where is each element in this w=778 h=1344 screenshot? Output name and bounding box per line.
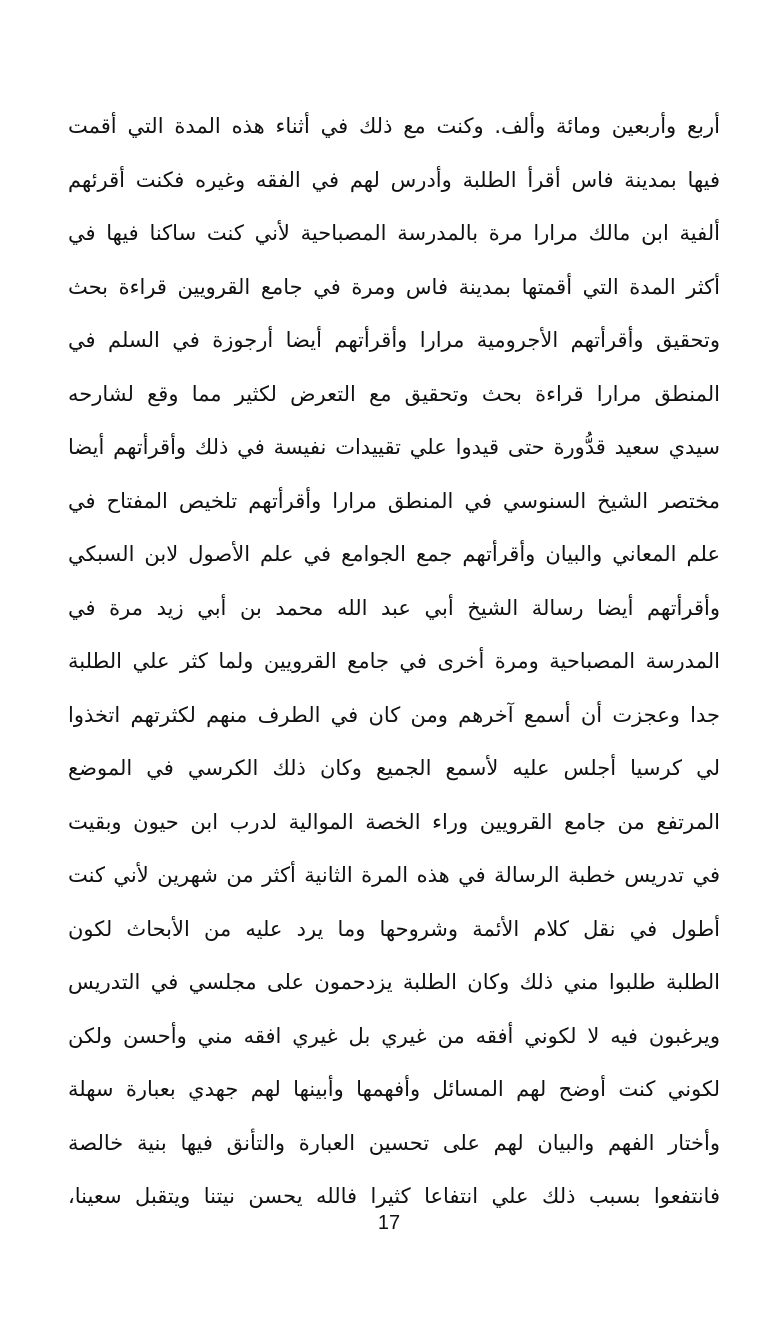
text-line: في تدريس خطبة الرسالة في هذه المرة الثانية أكثر من شهرين لأني كنت (68, 863, 720, 887)
text-line: سيدي سعيد قدُّورة حتى قيدوا علي تقييدات نفيسة في ذلك وأقرأتهم أيضا (68, 435, 720, 459)
text-line: وأختار الفهم والبيان لهم على تحسين العبارة والتأنق فيها بنية خالصة (68, 1130, 720, 1155)
text-line: لي كرسيا أجلس عليه لأسمع الجميع وكان ذلك الكرسي في الموضع (68, 756, 720, 780)
text-line: المدرسة المصباحية ومرة أخرى في جامع القرويين ولما كثر علي الطلبة (68, 649, 720, 673)
text-line: وأقرأتهم أيضا رسالة الشيخ أبي عبد الله محمد بن أبي زيد مرة في (68, 595, 720, 620)
text-line: جدا وعجزت أن أسمع آخرهم ومن كان في الطرف منهم لكثرتهم اتخذوا (68, 702, 720, 727)
text-line: أربع وأربعين ومائة وألف. وكنت مع ذلك في أثناء هذه المدة التي أقمت (68, 114, 720, 138)
text-line: المرتفع من جامع القرويين وراء الخصة الموالية لدرب ابن حيون وبقيت (68, 809, 720, 834)
text-line: لكوني كنت أوضح لهم المسائل وأفهمها وأبينها لهم جهدي بعبارة سهلة (68, 1077, 720, 1101)
text-line: ألفية ابن مالك مرارا مرة بالمدرسة المصباحية لأني كنت ساكنا فيها في (68, 221, 720, 245)
text-line: ويرغبون فيه لا لكوني أفقه من غيري بل غيري افقه مني وأحسن ولكن (68, 1023, 720, 1048)
page-number: 17 (377, 1212, 401, 1234)
text-line: علم المعاني والبيان وأقرأتهم جمع الجوامع في علم الأصول لابن السبكي (68, 542, 720, 566)
text-line: فانتفعوا بسبب ذلك علي انتفاعا كثيرا فالله يحسن نيتنا ويتقبل سعينا، (68, 1184, 720, 1208)
text-line: أطول في نقل كلام الأئمة وشروحها وما يرد عليه من الأبحاث لكون (68, 916, 720, 941)
text-line: المنطق مرارا قراءة بحث وتحقيق مع التعرض لكثير مما وقع لشارحه (68, 381, 720, 406)
text-line: فيها بمدينة فاس أقرأ الطلبة وأدرس لهم في الفقه وغيره فكنت أقرئهم (68, 167, 720, 192)
text-line: الطلبة طلبوا مني ذلك وكان الطلبة يزدحمون على مجلسي في التدريس (68, 970, 720, 994)
text-line: أكثر المدة التي أقمتها بمدينة فاس ومرة في جامع القرويين قراءة بحث (68, 274, 720, 299)
text-line: وتحقيق وأقرأتهم الأجرومية مرارا وأقرأتهم أيضا أرجوزة في السلم في (68, 328, 720, 352)
text-line: مختصر الشيخ السنوسي في المنطق مرارا وأقرأتهم تلخيص المفتاح في (68, 488, 720, 513)
body-paragraph (68, 100, 720, 1224)
